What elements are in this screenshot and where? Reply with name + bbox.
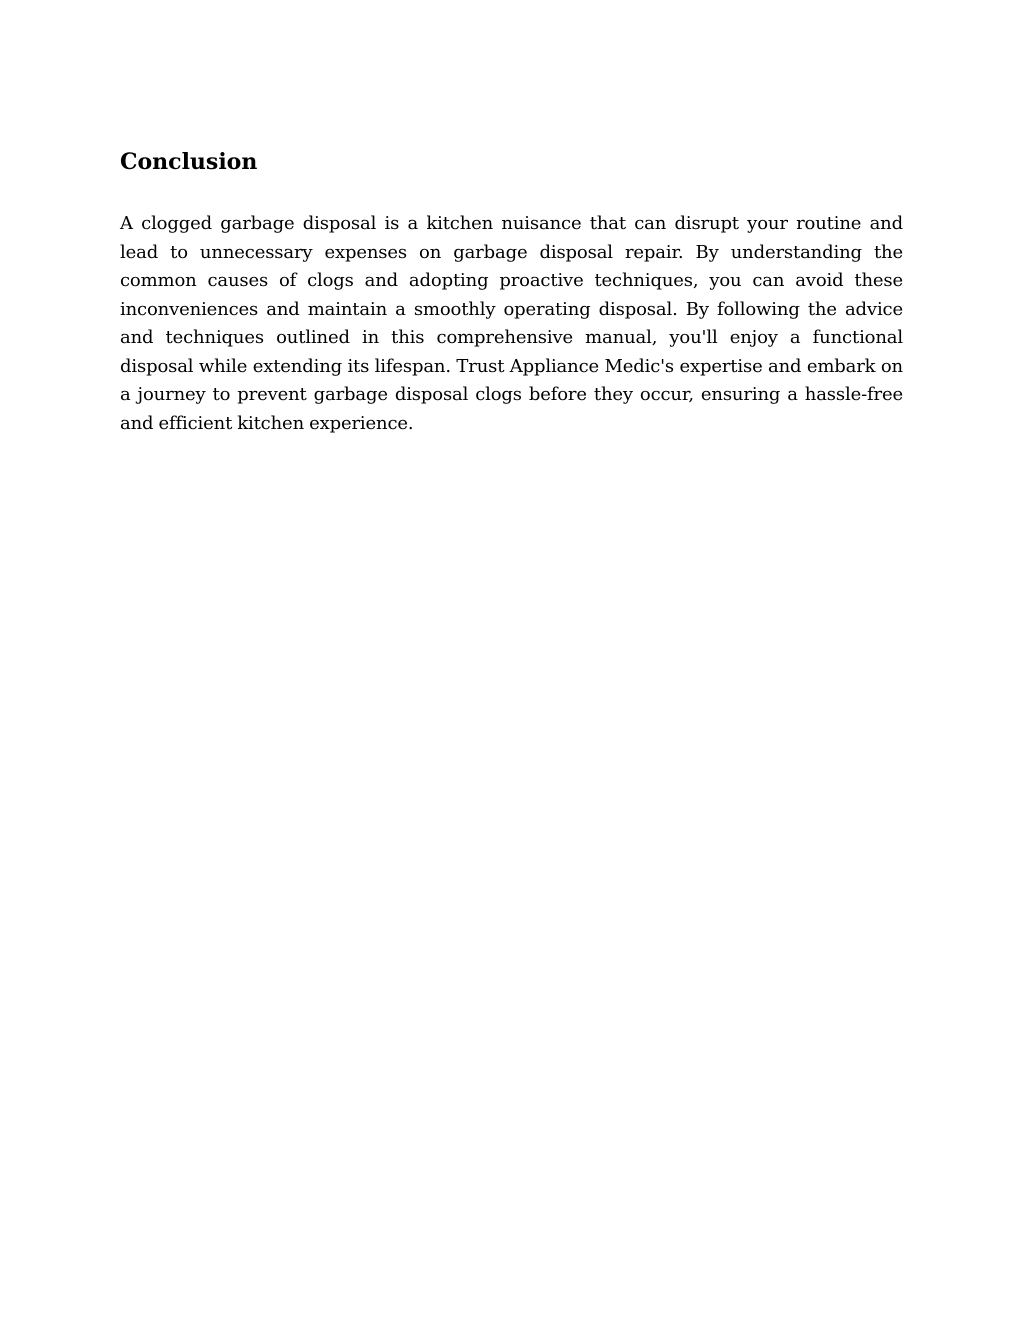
section-heading: Conclusion — [120, 149, 258, 175]
document-content — [120, 146, 903, 438]
body-paragraph: A clogged garbage disposal is a kitchen nuisance that can disrupt your routine and lead to unnecessary expenses on garbage disposal repair. By understanding the common causes of clogs and adopting proactive techniques, you can avoid these inconveniences and maintain a smoothly operating disposal. By following the advice and techniques outlined in this comprehensive manual, you'll enjoy a functional disposal while extending its lifespan. Trust Appliance Medic's expertise and embark on a journey to prevent garbage disposal clogs before they occur, ensuring a hassle-free and efficient kitchen experience. — [120, 213, 903, 434]
